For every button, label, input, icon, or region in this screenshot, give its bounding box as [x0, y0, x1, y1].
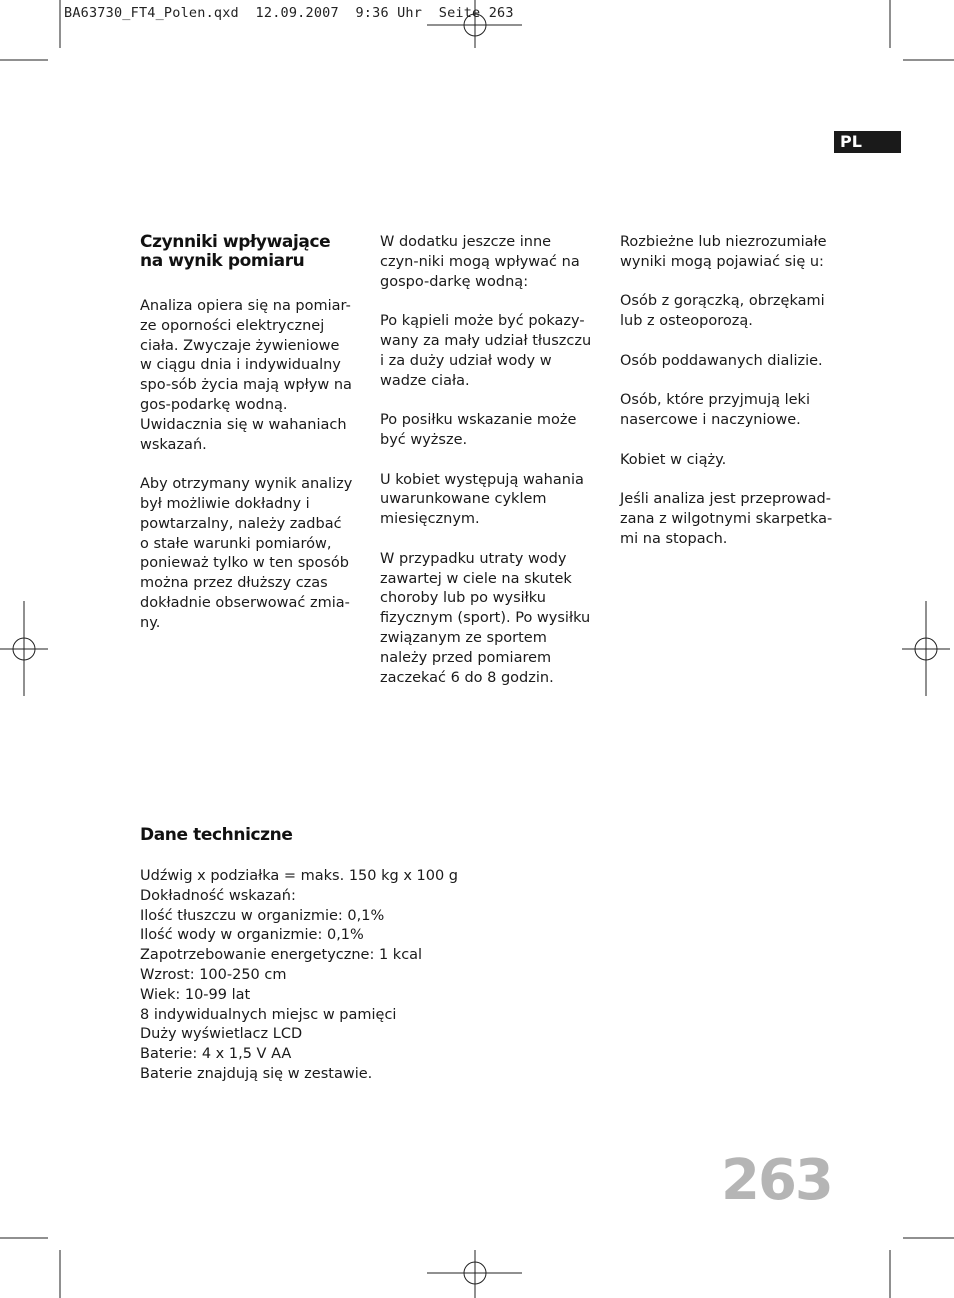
spec-line: Dokładność wskazań: [140, 887, 296, 904]
paragraph: Osób poddawanych dializie. [620, 352, 823, 369]
paragraph: W przypadku utraty wody zawartej w ciele na skutek choroby lub po wysiłku fizycznym (sport). Po wysiłku związanym ze sportem należy przed pomiarem zaczekać 6 do 8 godzin. [380, 550, 591, 686]
spec-line: Baterie znajdują się w zestawie. [140, 1065, 373, 1082]
page-number: 263 [721, 1148, 832, 1213]
paragraph: W dodatku jeszcze inne czyn-niki mogą wpływać na gospo-darkę wodną: [380, 234, 580, 290]
paragraph: Analiza opiera się na pomiar-ze oporności elektrycznej ciała. Zwyczaje żywieniowe w ciągu dnia i indywidualny spo-sób życia mają wpływ na gos-podarkę wodną. Uwidacznia się w wahaniach wskazań. [140, 298, 352, 453]
section-heading: Czynniki wpływające na wynik pomiaru [140, 232, 331, 271]
column-1 [140, 233, 354, 653]
spec-line: 8 indywidualnych miejsc w pamięci [140, 1006, 397, 1023]
spec-line: Ilość wody w organizmie: 0,1% [140, 927, 364, 944]
technical-data-section [140, 826, 640, 1085]
paragraph: Aby otrzymany wynik analizy był możliwie dokładny i powtarzalny, należy zadbać o stałe warunki pomiarów, ponieważ tylko w ten sposób można przez dłuższy czas dokładnie obserwować zmia-ny. [140, 476, 353, 631]
technical-heading: Dane techniczne [140, 825, 293, 845]
column-3 [620, 233, 834, 570]
language-tab: PL [834, 131, 901, 153]
spec-line: Duży wyświetlacz LCD [140, 1026, 303, 1043]
paragraph: Kobiet w ciąży. [620, 451, 727, 468]
paragraph: Jeśli analiza jest przeprowad-zana z wilgotnymi skarpetka-mi na stopach. [620, 491, 833, 547]
spec-line: Wiek: 10-99 lat [140, 986, 251, 1003]
file-slug: BA63730_FT4_Polen.qxd 12.09.2007 9:36 Uhr Seite 263 [64, 5, 514, 21]
column-2 [380, 233, 594, 708]
spec-line: Zapotrzebowanie energetyczne: 1 kcal [140, 947, 423, 964]
spec-line: Wzrost: 100-250 cm [140, 966, 287, 983]
paragraph: Osób z gorączką, obrzękami lub z osteoporozą. [620, 293, 825, 330]
spec-line: Baterie: 4 x 1,5 V AA [140, 1046, 292, 1063]
paragraph: Po kąpieli może być pokazy-wany za mały udział tłuszczu i za duży udział wody w wadze ciała. [380, 313, 592, 389]
paragraph: Osób, które przyjmują leki nasercowe i naczyniowe. [620, 392, 810, 429]
paragraph: Po posiłku wskazanie może być wyższe. [380, 412, 577, 448]
spec-line: Ilość tłuszczu w organizmie: 0,1% [140, 907, 385, 924]
paragraph: U kobiet występują wahania uwarunkowane cyklem miesięcznym. [380, 471, 584, 528]
spec-line: Udźwig x podziałka = maks. 150 kg x 100 g [140, 868, 458, 884]
paragraph: Rozbieżne lub niezrozumiałe wyniki mogą pojawiać się u: [620, 234, 827, 270]
